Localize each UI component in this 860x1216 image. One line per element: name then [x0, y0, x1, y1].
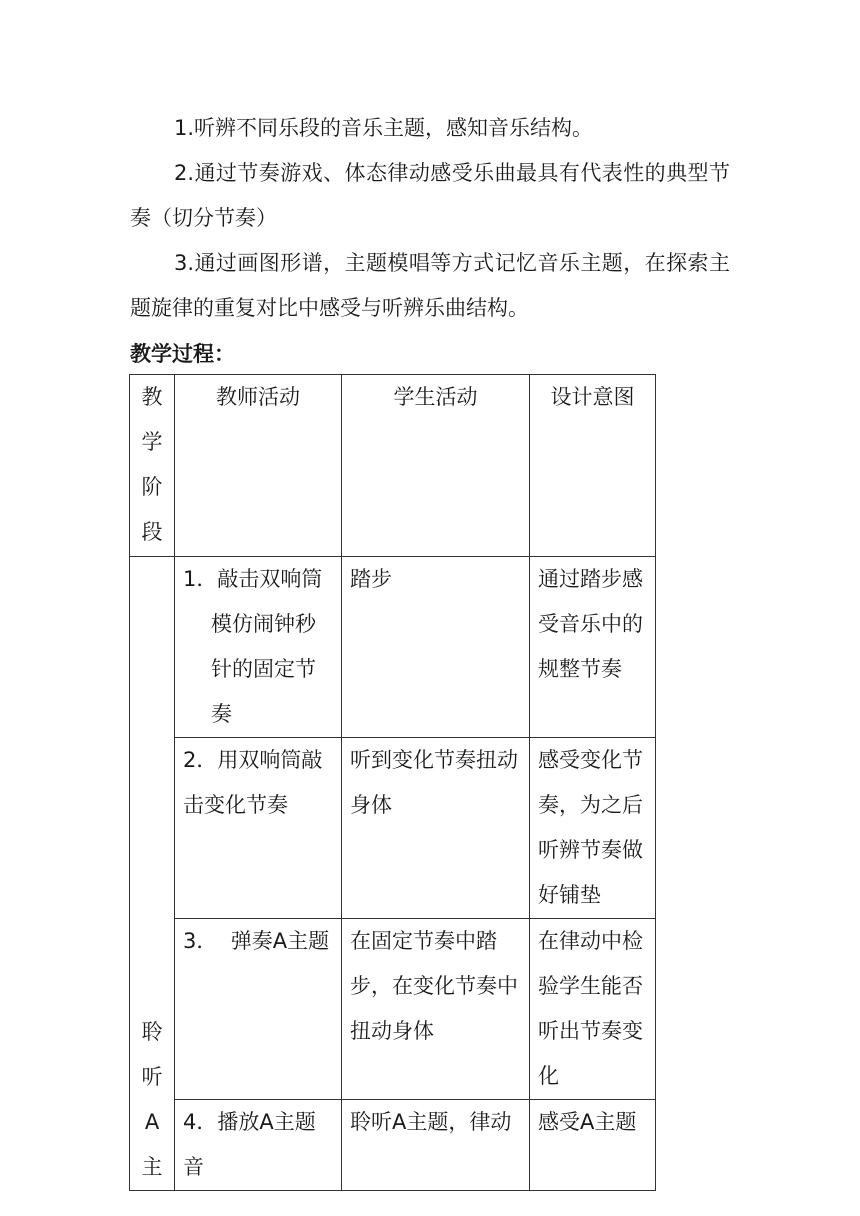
header-intent: 设计意图 [530, 375, 656, 557]
student-cell: 踏步 [342, 557, 530, 738]
objective-1: 1.听辨不同乐段的音乐主题，感知音乐结构。 [174, 116, 594, 140]
teacher-cell: 1．敲击双响筒模仿闹钟秒针的固定节奏 [175, 557, 342, 738]
stage-cell [130, 557, 175, 1191]
student-cell: 聆听A主题，律动 [342, 1100, 530, 1191]
teacher-cell: 2．用双响筒敲击变化节奏 [175, 738, 342, 919]
header-stage-char: 学 [141, 430, 163, 454]
stage-char: 聆 [141, 1020, 163, 1044]
table-row [130, 738, 656, 919]
stage-char: 听 [141, 1065, 163, 1089]
stage-char: A主 [141, 1110, 163, 1179]
process-table [129, 374, 656, 1191]
student-cell: 听到变化节奏扭动身体 [342, 738, 530, 919]
table-header-row [130, 375, 656, 557]
table-row [130, 557, 656, 738]
teacher-cell: 4．播放A主题音 [175, 1100, 342, 1191]
header-student: 学生活动 [342, 375, 530, 557]
table-row [130, 1100, 656, 1191]
header-stage-char: 段 [141, 520, 163, 544]
student-cell: 在固定节奏中踏步，在变化节奏中扭动身体 [342, 919, 530, 1100]
header-stage-char: 阶 [141, 475, 163, 499]
objective-3: 3.通过画图形谱，主题模唱等方式记忆音乐主题，在探索主题旋律的重复对比中感受与听辨乐曲结构。 [130, 251, 730, 320]
intent-cell: 感受A主题 [530, 1100, 656, 1191]
teacher-cell: 3． 弹奏A主题 [175, 919, 342, 1100]
intent-cell: 通过踏步感受音乐中的规整节奏 [530, 557, 656, 738]
header-stage [130, 375, 175, 557]
intent-cell: 感受变化节奏，为之后听辨节奏做好铺垫 [530, 738, 656, 919]
process-heading: 教学过程： [130, 342, 235, 366]
table-row [130, 919, 656, 1100]
header-teacher: 教师活动 [175, 375, 342, 557]
objective-2: 2.通过节奏游戏、体态律动感受乐曲最具有代表性的典型节奏（切分节奏） [130, 161, 730, 230]
intent-cell: 在律动中检验学生能否听出节奏变化 [530, 919, 656, 1100]
header-stage-char: 教 [141, 385, 163, 409]
